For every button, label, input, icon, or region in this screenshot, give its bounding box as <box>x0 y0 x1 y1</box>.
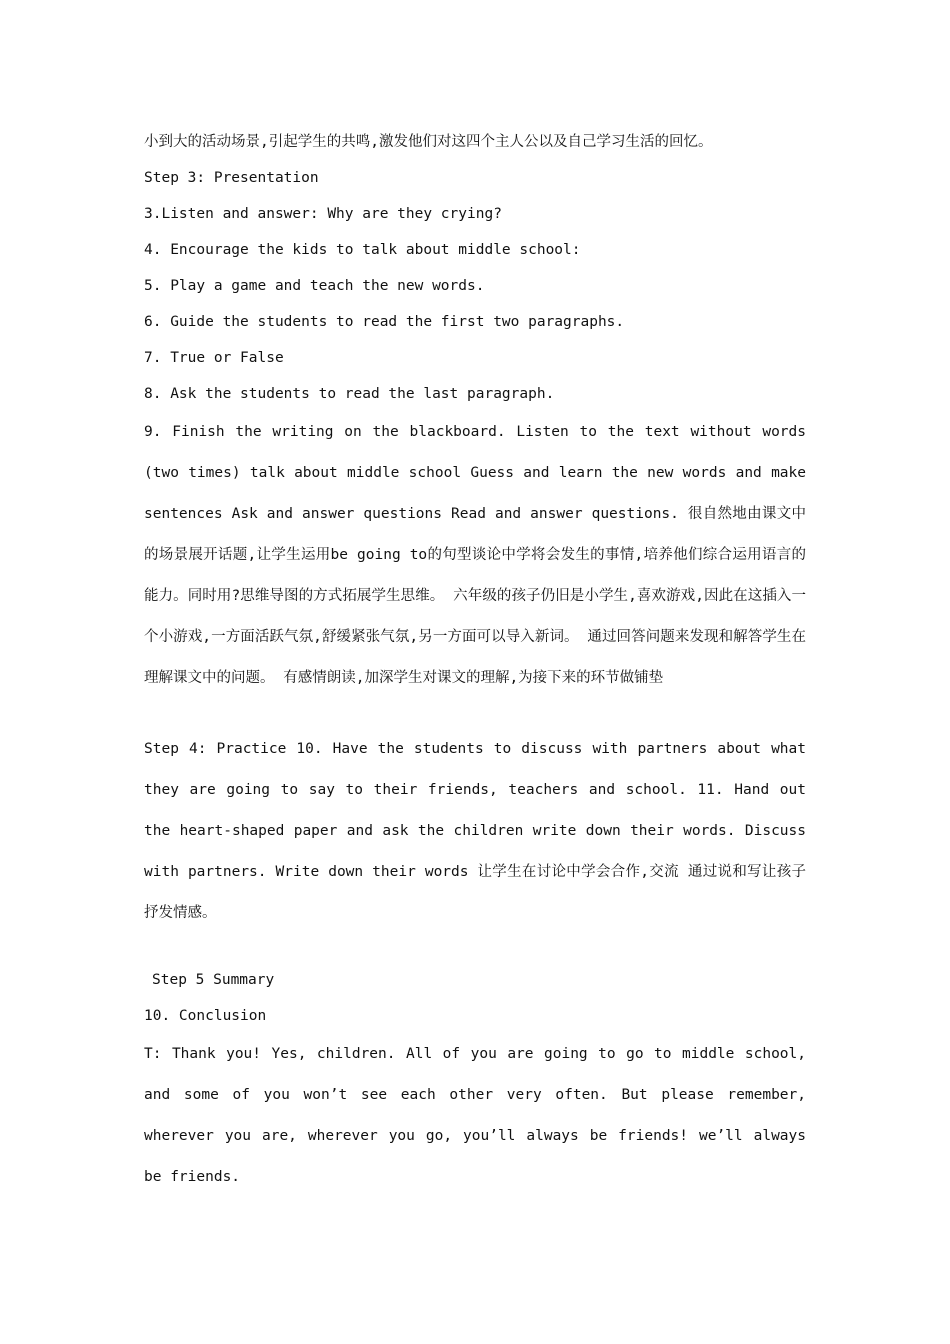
paragraph-spacer <box>144 934 806 962</box>
conclusion-paragraph: T: Thank you! Yes, children. All of you are going to go to middle school, and some of you won’t see each other very often. But please remember, wherever you are, wherever you go, you’ll always be friends! we’ll always be friends. <box>144 1046 806 1185</box>
list-item: 8. Ask the students to read the last paragraph. <box>144 386 555 402</box>
paragraph-spacer <box>144 699 806 729</box>
intro-line: 小到大的活动场景,引起学生的共鸣,激发他们对这四个主人公以及自己学习生活的回忆。 <box>144 134 713 150</box>
step5-heading: Step 5 Summary <box>152 972 275 988</box>
conclusion-heading: 10. Conclusion <box>144 1008 267 1024</box>
step3-heading: Step 3: Presentation <box>144 170 319 186</box>
item9-paragraph: 9. Finish the writing on the blackboard. Listen to the text without words (two times) talk about middle school Guess and learn the new words and make sentences Ask and answer questions Read and answer questions. 很自然地由课文中的场景展开话题,让学生运用be going to的句型谈论中学将会发生的事情,培养他们综合运用语言的能力。同时用?思维导图的方式拓展学生思维。 六年级的孩子仍旧是小学生,喜欢游戏,因此在这插入一个小游戏,一方面活跃气氛,舒缓紧张气氛,另一方面可以导入新词。 通过回答问题来发现和解答学生在理解课文中的问题。 有感情朗读,加深学生对课文的理解,为接下来的环节做铺垫 <box>144 424 806 686</box>
list-item: 6. Guide the students to read the first two paragraphs. <box>144 314 625 330</box>
list-item: 3.Listen and answer: Why are they crying? <box>144 206 502 222</box>
list-item: 5. Play a game and teach the new words. <box>144 278 485 294</box>
step4-paragraph: Step 4: Practice 10. Have the students to discuss with partners about what they are going to say to their friends, teachers and school. 11. Hand out the heart-shaped paper and ask the children write down their words. Discuss with partners. Write down their words 让学生在讨论中学会合作,交流 通过说和写让孩子抒发情感。 <box>144 741 806 921</box>
list-item: 7. True or False <box>144 350 284 366</box>
list-item: 4. Encourage the kids to talk about middle school: <box>144 242 581 258</box>
document-body <box>144 124 806 1198</box>
